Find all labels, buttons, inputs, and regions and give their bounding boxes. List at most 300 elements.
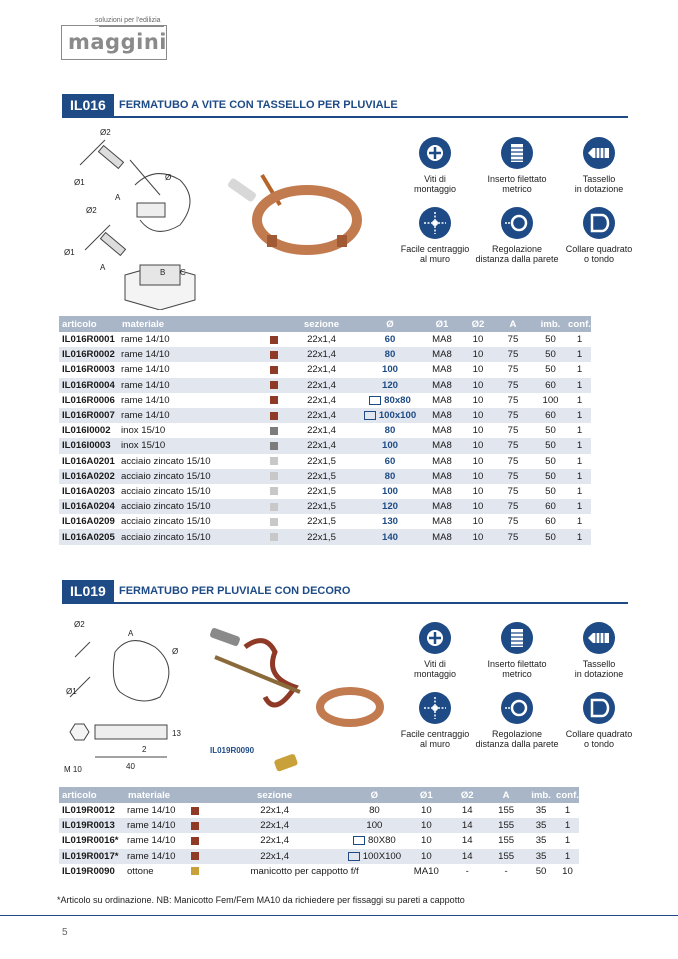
cell-a: 155 — [486, 818, 526, 833]
table-row — [59, 484, 591, 499]
dim-label: Ø1 — [64, 248, 75, 257]
table-row — [59, 454, 591, 469]
column-header: articolo — [59, 316, 119, 332]
table-row — [59, 362, 591, 377]
cell-d — [359, 347, 421, 362]
table-row — [59, 803, 579, 818]
column-header: Ø — [344, 787, 404, 803]
dim-label: Ø — [172, 647, 179, 656]
distance-adjust-icon — [501, 207, 533, 239]
feature-label: Inserto filettato metrico — [487, 659, 547, 679]
dim-label: A — [115, 193, 121, 202]
cell-code: IL016R0001 — [62, 334, 115, 346]
cell-d — [359, 362, 421, 377]
cell-a: 75 — [507, 516, 519, 528]
cell-sezione: 22x1,5 — [284, 469, 359, 484]
color-swatch — [270, 518, 278, 526]
dim-label: Ø1 — [74, 178, 85, 187]
material-swatch — [264, 332, 284, 347]
cell-imb: 50 — [535, 865, 547, 877]
section-code: IL016 — [62, 94, 114, 116]
cell-d2: 10 — [472, 516, 484, 528]
cell-imb: 50 — [545, 334, 556, 346]
cell-conf: 1 — [568, 408, 591, 423]
cell-d1: MA8 — [421, 469, 463, 484]
square-collar-icon — [369, 396, 381, 405]
cell-d — [359, 408, 421, 423]
table-row — [59, 423, 591, 438]
cell-d2: 10 — [472, 334, 484, 346]
cell-a: 75 — [507, 455, 519, 467]
table-row — [59, 438, 591, 453]
table-row — [59, 408, 591, 423]
spec-table — [59, 787, 579, 879]
cell-a: 75 — [507, 485, 519, 497]
feature-wall-plug — [549, 622, 649, 679]
material-swatch — [185, 849, 205, 864]
cell-d2: 10 — [463, 529, 493, 544]
column-header: A — [493, 316, 533, 332]
cell-d — [359, 438, 421, 453]
cell-material: acciaio zincato 15/10 — [119, 469, 264, 484]
color-swatch — [270, 381, 278, 389]
color-swatch — [270, 503, 278, 511]
cell-material: rame 14/10 — [121, 334, 170, 346]
cell-a: 155 — [498, 835, 515, 847]
square-round-collar-icon — [583, 692, 615, 724]
cell-d2: 10 — [463, 469, 493, 484]
diameter-value: 60 — [384, 334, 396, 346]
cell-material: ottone — [126, 865, 154, 877]
page-number: 5 — [62, 927, 68, 938]
cell-imb: 35 — [526, 849, 556, 864]
table-row — [59, 469, 591, 484]
threaded-insert-icon — [501, 137, 533, 169]
cell-a: - — [504, 865, 508, 877]
material-swatch — [264, 529, 284, 544]
square-collar-icon — [353, 836, 365, 845]
column-header: Ø2 — [448, 787, 486, 803]
cell-conf: 1 — [568, 529, 591, 544]
cell-code: IL016R0003 — [62, 364, 115, 376]
distance-adjust-icon — [501, 692, 533, 724]
cell-d — [359, 529, 421, 544]
column-header: imb. — [533, 316, 568, 332]
material-swatch — [264, 378, 284, 393]
cell-code: IL019R0017* — [59, 849, 125, 864]
cell-conf: 1 — [576, 455, 583, 467]
dim-label: Ø — [165, 173, 172, 182]
cell-a: 75 — [507, 334, 519, 346]
cell-d1: 10 — [420, 805, 432, 817]
technical-drawing — [60, 612, 210, 782]
feature-label: Viti di montaggio — [413, 174, 457, 194]
color-swatch — [270, 366, 278, 374]
column-header: A — [486, 787, 526, 803]
threaded-insert-icon — [501, 622, 533, 654]
cell-conf: 1 — [576, 394, 583, 406]
cell-code: IL016R0004 — [59, 378, 119, 393]
diameter-value: 130 — [381, 516, 398, 528]
cell-material: inox 15/10 — [119, 438, 264, 453]
cell-imb: 50 — [545, 485, 556, 497]
cell-code: IL019R0013 — [59, 818, 125, 833]
column-header: conf. — [556, 787, 579, 803]
cell-d2: 14 — [448, 849, 486, 864]
feature-label: Facile centraggio al muro — [400, 729, 470, 749]
material-swatch — [264, 393, 284, 408]
cell-d2: 10 — [472, 485, 484, 497]
cell-d1: MA8 — [432, 364, 452, 376]
cell-conf: 1 — [576, 516, 583, 528]
column-header: articolo — [59, 787, 125, 803]
table-row — [59, 378, 591, 393]
column-header: imb. — [526, 787, 556, 803]
section-rule — [62, 602, 628, 604]
section-rule — [62, 116, 628, 118]
material-swatch — [264, 484, 284, 499]
material-swatch — [185, 818, 205, 833]
diameter-value: 80X80 — [368, 835, 396, 847]
cell-d — [359, 499, 421, 514]
material-swatch — [264, 423, 284, 438]
cell-a: 75 — [507, 425, 519, 437]
cell-sezione: 22x1,4 — [284, 378, 359, 393]
cell-sezione: 22x1,4 — [205, 849, 345, 864]
cell-imb: 35 — [535, 835, 547, 847]
dim-label: Ø2 — [74, 620, 85, 629]
color-swatch — [270, 351, 278, 359]
color-swatch — [191, 807, 199, 815]
feature-label: Regolazione distanza dalla parete — [475, 244, 559, 264]
cell-code: IL016R0006 — [62, 394, 115, 406]
cell-code: IL016R0002 — [59, 347, 119, 362]
dim-label: B — [160, 268, 166, 277]
screw-icon — [419, 137, 451, 169]
cell-d — [344, 833, 404, 848]
color-swatch — [270, 412, 278, 420]
cell-d2: 14 — [461, 835, 473, 847]
cell-d1: MA8 — [432, 485, 452, 497]
cell-code: IL016A0205 — [59, 529, 119, 544]
cell-code: IL016A0201 — [62, 455, 115, 467]
table-row — [59, 864, 579, 879]
table-row — [59, 347, 591, 362]
cell-conf: 1 — [568, 347, 591, 362]
cell-code: IL016I0002 — [62, 425, 111, 437]
cell-conf: 1 — [576, 364, 583, 376]
diameter-value: 100x100 — [378, 410, 417, 422]
color-swatch — [270, 472, 278, 480]
cell-code: IL016A0204 — [59, 499, 119, 514]
cell-sezione: 22x1,4 — [284, 408, 359, 423]
cell-d2: 14 — [448, 818, 486, 833]
cell-code: IL019R0090 — [62, 865, 115, 877]
cell-d1: 10 — [420, 835, 432, 847]
footer-rule — [0, 915, 678, 916]
material-swatch — [185, 864, 205, 879]
cell-d1: MA8 — [421, 529, 463, 544]
cell-a: 75 — [507, 364, 519, 376]
table-header — [59, 787, 579, 803]
cell-imb: 60 — [545, 516, 556, 528]
column-header: conf. — [568, 316, 591, 332]
cell-a: 75 — [493, 529, 533, 544]
cell-d2: - — [465, 865, 469, 877]
cell-conf: 1 — [576, 485, 583, 497]
column-header: sezione — [205, 787, 345, 803]
table-row — [59, 514, 591, 529]
diameter-value: 120 — [381, 379, 398, 391]
cell-sezione: 22x1,4 — [205, 818, 345, 833]
brand-tagline: soluzioni per l'edilizia — [95, 17, 161, 24]
feature-label: Regolazione distanza dalla parete — [475, 729, 559, 749]
cell-imb: 50 — [545, 425, 556, 437]
cell-sezione: 22x1,4 — [307, 334, 336, 346]
cell-d1: MA8 — [432, 334, 452, 346]
cell-d — [344, 849, 404, 864]
cell-imb: 50 — [533, 347, 568, 362]
feature-label: Viti di montaggio — [413, 659, 457, 679]
column-header — [264, 316, 284, 332]
color-swatch — [270, 533, 278, 541]
dim-label: 40 — [126, 762, 135, 771]
cell-d — [359, 423, 421, 438]
cell-sezione: 22x1,5 — [307, 455, 336, 467]
cell-conf: 1 — [576, 425, 583, 437]
diameter-value: 80 — [384, 425, 396, 437]
technical-drawing — [60, 125, 210, 310]
cell-imb: 60 — [533, 378, 568, 393]
cell-a: 155 — [498, 805, 515, 817]
table-row — [59, 529, 591, 544]
cell-d2: 14 — [461, 805, 473, 817]
cell-a: 155 — [486, 849, 526, 864]
cell-d2: 10 — [463, 499, 493, 514]
column-header: Ø1 — [404, 787, 448, 803]
cell-code: IL016I0003 — [59, 438, 119, 453]
cell-d2: 10 — [472, 394, 484, 406]
diameter-value: 80x80 — [384, 394, 411, 406]
dim-label: Ø1 — [66, 687, 77, 696]
cell-material: rame 14/10 — [125, 849, 185, 864]
cell-sezione: 22x1,5 — [307, 485, 336, 497]
section-title: FERMATUBO PER PLUVIALE CON DECORO — [119, 585, 351, 597]
column-header: sezione — [284, 316, 359, 332]
cell-d2: 10 — [472, 425, 484, 437]
cell-code: IL019R0016* — [62, 835, 119, 847]
cell-d1: MA8 — [421, 347, 463, 362]
cell-a: 75 — [493, 499, 533, 514]
cell-material: rame 14/10 — [126, 835, 176, 847]
material-swatch — [264, 514, 284, 529]
cell-a: 75 — [493, 438, 533, 453]
cell-d — [359, 484, 421, 499]
diameter-value: 120 — [381, 501, 398, 513]
material-swatch — [264, 362, 284, 377]
spec-table — [59, 316, 591, 545]
cell-code: IL019R0012 — [62, 805, 115, 817]
feature-label: Collare quadrato o tondo — [565, 244, 633, 264]
diameter-value: 100 — [381, 485, 398, 497]
cell-a: 75 — [493, 408, 533, 423]
cell-d2: 10 — [463, 378, 493, 393]
cell-sezione: 22x1,4 — [284, 438, 359, 453]
color-swatch — [270, 396, 278, 404]
section-title: FERMATUBO A VITE CON TASSELLO PER PLUVIALE — [119, 99, 398, 111]
cell-d2: 10 — [463, 438, 493, 453]
cell-d2: 10 — [463, 408, 493, 423]
feature-collar-shape — [549, 692, 649, 749]
table-row — [59, 499, 591, 514]
cell-material: acciaio zincato 15/10 — [119, 499, 264, 514]
section-code: IL019 — [62, 580, 114, 602]
color-swatch — [270, 427, 278, 435]
cell-imb: 60 — [533, 408, 568, 423]
diameter-value: 140 — [381, 531, 398, 543]
column-header: Ø1 — [421, 316, 463, 332]
centering-icon — [419, 207, 451, 239]
footnote: *Articolo su ordinazione. NB: Manicotto Fem/Fem MA10 da richiedere per fissaggi su pareti a cappotto — [57, 895, 465, 905]
cell-material: rame 14/10 — [126, 805, 176, 817]
cell-d2: 10 — [472, 455, 484, 467]
cell-conf: 1 — [564, 805, 571, 817]
table-row — [59, 849, 579, 864]
color-swatch — [191, 822, 199, 830]
table-row — [59, 332, 591, 347]
color-swatch — [270, 457, 278, 465]
column-header: materiale — [125, 787, 185, 803]
cell-imb: 35 — [526, 818, 556, 833]
table-row — [59, 818, 579, 833]
cell-imb: 50 — [545, 364, 556, 376]
dim-label: C — [180, 268, 186, 277]
table-row — [59, 833, 579, 848]
color-swatch — [270, 487, 278, 495]
cell-d — [359, 378, 421, 393]
table-header — [59, 316, 591, 332]
cell-d1: MA8 — [421, 499, 463, 514]
column-header: materiale — [119, 316, 264, 332]
dim-label: A — [128, 629, 134, 638]
material-swatch — [264, 408, 284, 423]
square-collar-icon — [364, 411, 376, 420]
diameter-value: 100 — [381, 440, 398, 452]
cell-conf: 1 — [564, 835, 571, 847]
dim-label: Ø2 — [86, 206, 97, 215]
cell-imb: 50 — [545, 455, 556, 467]
material-swatch — [264, 454, 284, 469]
cell-material: inox 15/10 — [121, 425, 166, 437]
diameter-value: 60 — [384, 455, 396, 467]
cell-material: rame 14/10 — [119, 408, 264, 423]
cell-d1: MA8 — [432, 516, 452, 528]
cell-sezione: 22x1,4 — [260, 805, 290, 817]
cell-d1: MA8 — [432, 425, 452, 437]
cell-sezione: 22x1,4 — [307, 425, 336, 437]
cell-imb: 50 — [533, 438, 568, 453]
cell-material: acciaio zincato 15/10 — [121, 516, 211, 528]
cell-d1: MA8 — [421, 408, 463, 423]
cell-conf: 1 — [568, 438, 591, 453]
diameter-value: 100 — [381, 364, 398, 376]
material-swatch — [185, 833, 205, 848]
cell-d — [359, 454, 421, 469]
cell-d2: 10 — [472, 364, 484, 376]
dim-label: 13 — [172, 729, 181, 738]
cell-material: acciaio zincato 15/10 — [121, 455, 211, 467]
color-swatch — [191, 852, 199, 860]
feature-label: Facile centraggio al muro — [400, 244, 470, 264]
cell-a: 75 — [493, 378, 533, 393]
cell-imb: 50 — [533, 469, 568, 484]
cell-imb: 50 — [533, 529, 568, 544]
product-photo — [222, 165, 372, 275]
feature-wall-plug — [549, 137, 649, 194]
column-header: Ø2 — [463, 316, 493, 332]
cell-d — [359, 514, 421, 529]
cell-conf: 1 — [568, 378, 591, 393]
feature-label: Tassello in dotazione — [574, 659, 624, 679]
cell-a: 75 — [507, 394, 519, 406]
feature-label: Collare quadrato o tondo — [565, 729, 633, 749]
color-swatch — [270, 442, 278, 450]
color-swatch — [191, 867, 199, 875]
cell-conf: 1 — [568, 469, 591, 484]
cell-material: acciaio zincato 15/10 — [119, 529, 264, 544]
wall-plug-icon — [583, 137, 615, 169]
cell-material: rame 14/10 — [125, 818, 185, 833]
cell-sezione: manicotto per cappotto f/f — [250, 865, 359, 877]
cell-d1: MA8 — [421, 438, 463, 453]
diameter-value: 100X100 — [362, 850, 402, 862]
table-row — [59, 393, 591, 408]
cell-sezione: 22x1,4 — [307, 364, 336, 376]
photo-caption: IL019R0090 — [210, 746, 255, 755]
cell-conf: 1 — [556, 818, 579, 833]
feature-label: Inserto filettato metrico — [487, 174, 547, 194]
cell-a: 75 — [493, 347, 533, 362]
dim-label: Ø2 — [100, 128, 111, 137]
cell-material: acciaio zincato 15/10 — [121, 485, 211, 497]
cell-material: rame 14/10 — [119, 378, 264, 393]
material-swatch — [185, 803, 205, 818]
cell-sezione: 22x1,4 — [260, 835, 290, 847]
cell-imb: 35 — [535, 805, 547, 817]
cell-d1: MA10 — [413, 865, 439, 877]
feature-collar-shape — [549, 207, 649, 264]
color-swatch — [270, 336, 278, 344]
cell-d1: 10 — [404, 818, 448, 833]
cell-material: rame 14/10 — [121, 364, 170, 376]
cell-code: IL016A0209 — [62, 516, 115, 528]
column-header: Ø — [359, 316, 421, 332]
square-collar-icon — [348, 852, 360, 861]
cell-d1: MA8 — [432, 455, 452, 467]
cell-conf: 1 — [556, 849, 579, 864]
dim-label: M 10 — [64, 765, 82, 774]
cell-d1: MA8 — [432, 394, 452, 406]
cell-a: 75 — [493, 469, 533, 484]
cell-sezione: 22x1,4 — [307, 394, 336, 406]
cell-sezione: 22x1,5 — [284, 529, 359, 544]
cell-d — [359, 332, 421, 347]
color-swatch — [191, 837, 199, 845]
cell-imb: 100 — [542, 394, 559, 406]
dim-label: 2 — [142, 745, 147, 754]
cell-material: rame 14/10 — [119, 347, 264, 362]
cell-code: IL016A0203 — [62, 485, 115, 497]
